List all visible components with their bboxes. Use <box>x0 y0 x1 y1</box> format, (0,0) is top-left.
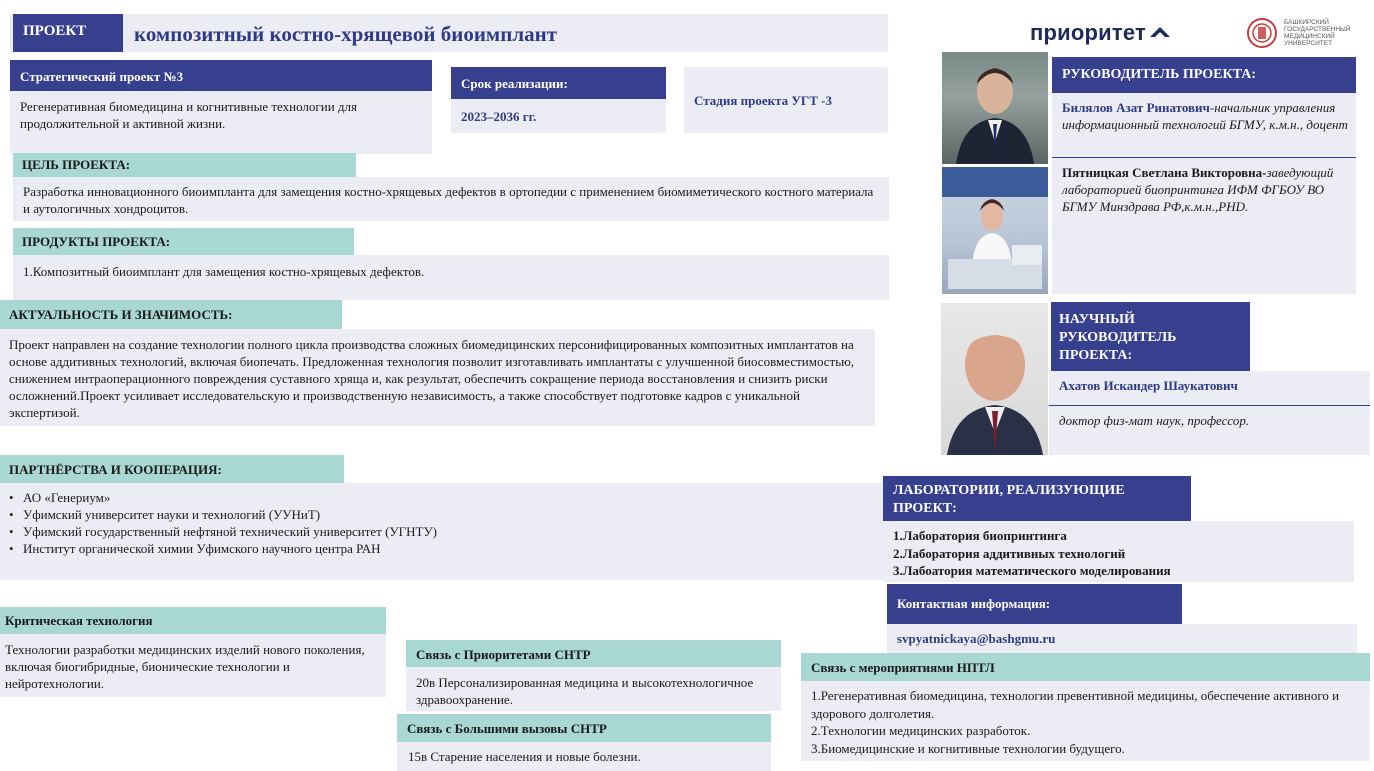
strategic-label: Стратегический проект №3 <box>10 60 432 91</box>
leader-2-role: заведующий лабораторией биопринтинга ИФМ ФГБОУ ВО БГМУ Минздрава РФ,к.м.н.,PHD. <box>1062 165 1334 214</box>
leader-2 <box>1062 164 1352 215</box>
challenges-text: 15в Старение населения и новые болезни. <box>408 749 641 764</box>
list-item: • Уфимский университет науки и технологий (УУНиТ) <box>3 506 873 523</box>
list-item: 1.Регенеративная биомедицина, технологии превентивной медицины, обеспечение активного и здорового долголетия. <box>811 688 1340 721</box>
products-label: ПРОДУКТЫ ПРОЕКТА: <box>13 228 354 255</box>
partners-list <box>3 489 873 557</box>
critical-text: Технологии разработки медицинских изделий нового поколения, включая биогибридные, бионические технологии и нейротехнологии. <box>5 642 365 691</box>
bgmu-line1: БАШКИРСКИЙ <box>1284 19 1329 26</box>
priorities-text: 20в Персонализированная медицина и высокотехнологичное здравоохранение. <box>416 675 754 707</box>
scientific-divider <box>1049 405 1370 406</box>
bgmu-line3: МЕДИЦИНСКИЙ <box>1284 33 1335 40</box>
list-item: 1.Лаборатория биопринтинга <box>893 528 1067 543</box>
priorities-label: Связь с Приоритетами СНТР <box>406 640 781 667</box>
leader-1 <box>1062 99 1352 133</box>
term-value: 2023–2036 гг. <box>451 99 666 133</box>
strategic-text: Регенеративная биомедицина и когнитивные технологии для продолжительной и активной жизни. <box>20 99 357 131</box>
bgmu-line2: ГОСУДАРСТВЕННЫЙ <box>1284 26 1351 33</box>
leaders-label: РУКОВОДИТЕЛЬ ПРОЕКТА: <box>1052 57 1356 93</box>
critical-label: Критическая технология <box>0 607 386 634</box>
list-item: 2.Лаборатория аддитивных технологий <box>893 545 1126 561</box>
contact-label: Контактная информация: <box>887 584 1182 624</box>
contact-email[interactable]: svpyatnickaya@bashgmu.ru <box>887 624 1357 654</box>
list-item: 3.Лабоатория математического моделирования <box>893 563 1171 578</box>
ntpl-list <box>811 687 1356 757</box>
prioritet-logo <box>1030 18 1170 48</box>
partners-label: ПАРТНЁРСТВА И КООПЕРАЦИЯ: <box>0 455 344 483</box>
leader-photo-2 <box>942 167 1048 294</box>
chevron-up-icon <box>1150 25 1170 41</box>
project-title: композитный костно-хрящевой биоимплант <box>134 22 558 46</box>
scientific-photo <box>941 303 1048 455</box>
list-item: 3.Биомедицинские и когнитивные технологии будущего. <box>811 740 1125 756</box>
list-item: 2.Технологии медицинских разработок. <box>811 723 1031 738</box>
relevance-text: Проект направлен на создание технологии полного цикла производства сложных биомедицинских персонифицированных композитных имплантатов на основе аддитивных технологий, включая биопечать. Предложенная технология позволит изготавливать имплантаты с улучшенной биосовместимостью, снижением интраоперационного повреждения суставного хряща и, как результат, обеспечить сокращение периода восстановления и снизить риски осложнений.Проект усиливает исследовательскую и производственную независимость, а также способствует подготовке кадров с уникальной экспертизой. <box>9 337 855 420</box>
relevance-label: АКТУАЛЬНОСТЬ И ЗНАЧИМОСТЬ: <box>0 300 342 329</box>
labs-list <box>893 527 1348 580</box>
bgmu-logo <box>1246 16 1356 50</box>
leader-photo-1 <box>942 52 1048 164</box>
labs-label: ЛАБОРАТОРИИ, РЕАЛИЗУЮЩИЕ ПРОЕКТ: <box>883 476 1191 521</box>
bgmu-line4: УНИВЕРСИТЕТ <box>1284 40 1333 47</box>
ntpl-label: Связь с мероприятиями НПТЛ <box>801 653 1370 681</box>
scientific-label: НАУЧНЫЙ РУКОВОДИТЕЛЬ ПРОЕКТА: <box>1051 302 1250 371</box>
leaders-divider <box>1052 157 1356 158</box>
challenges-label: Связь с Большими вызовы СНТР <box>397 714 771 742</box>
stage-box: Стадия проекта УГТ -3 <box>684 67 888 133</box>
leader-1-name: Билялов Азат Ринатович- <box>1062 100 1215 115</box>
products-text: 1.Композитный биоимплант для замещения костно-хрящевых дефектов. <box>23 264 425 279</box>
leader-2-name: Пятницкая Светлана Викторовна- <box>1062 165 1267 180</box>
term-label: Срок реализации: <box>451 67 666 99</box>
list-item: • Уфимский государственный нефтяной технический университет (УГНТУ) <box>3 523 873 540</box>
goal-text: Разработка инновационного биоимпланта для замещения костно-хрящевых дефектов в ортопедии с применением биомиметического костного материала и аутологичных хондроцитов. <box>23 184 874 216</box>
bgmu-emblem-icon <box>1246 17 1278 49</box>
scientific-name: Ахатов Искандер Шаукатович <box>1059 378 1238 393</box>
scientific-role: доктор физ-мат наук, профессор. <box>1059 413 1250 428</box>
goal-label: ЦЕЛЬ ПРОЕКТА: <box>13 153 356 177</box>
project-label: ПРОЕКТ <box>13 14 123 52</box>
prioritet-logo-text: приоритет <box>1030 20 1146 45</box>
list-item: • Институт органической химии Уфимского научного центра РАН <box>3 540 873 557</box>
leader-1-role: начальник управления информационный технологий БГМУ, к.м.н., доцент <box>1062 100 1348 132</box>
list-item: • АО «Генериум» <box>3 489 873 506</box>
